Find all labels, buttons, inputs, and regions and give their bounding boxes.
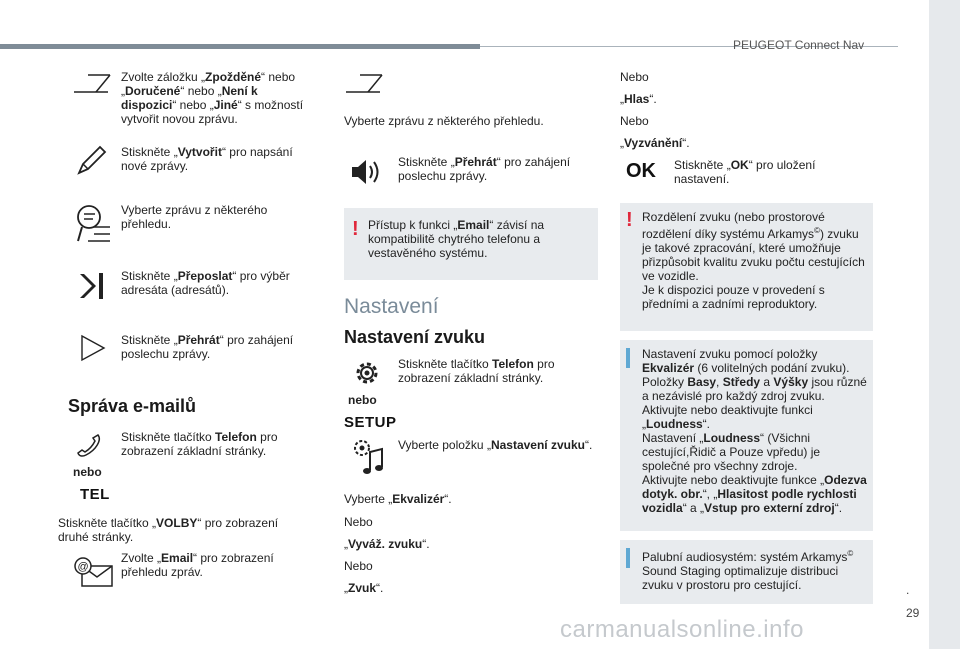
play-icon bbox=[80, 334, 106, 362]
col3-info2-text: Palubní audiosystém: systém Arkamys© Sound Staging optimalizuje distribuci zvuku v prostoru pro cestující. bbox=[642, 549, 854, 592]
col2-line-4: Nebo bbox=[344, 559, 373, 573]
nebo-label: nebo bbox=[348, 393, 377, 407]
page-side-band bbox=[929, 0, 960, 649]
col2-warn-text: Přístup k funkci „Email“ závisí na kompatibilitě chytrého telefonu a vestavěného systému. bbox=[368, 218, 545, 260]
forward-icon bbox=[76, 270, 106, 302]
sound-staging-info bbox=[620, 540, 873, 604]
col3-line-2: „Hlas“. bbox=[620, 92, 657, 106]
col2-item2-text: Stiskněte „Přehrát“ pro zahájení poslechu zprávy. bbox=[398, 155, 571, 183]
col2-item4-text: Vyberte položku „Nastavení zvuku“. bbox=[398, 438, 593, 452]
warning-icon: ! bbox=[352, 218, 359, 240]
col1-item3-text: Vyberte zprávu z některého přehledu. bbox=[121, 203, 268, 231]
arkamys-note bbox=[620, 203, 873, 331]
info-icon bbox=[626, 548, 630, 568]
col1-item7-text: Zvolte „Email“ pro zobrazení přehledu zpráv. bbox=[121, 551, 274, 579]
pencil-icon bbox=[74, 144, 108, 178]
col2-line-5: „Zvuk“. bbox=[344, 581, 384, 595]
svg-text:@: @ bbox=[77, 561, 89, 573]
col3-info1-text: Nastavení zvuku pomocí položky Ekvalizér (6 volitelných podání zvuku). Položky Basy, Středy a Výšky jsou různé a nezávislé pro každý zdroj zvuku. Aktivujte nebo deaktivujte funkci „Loudness“. Nastavení „Loudness“ (Všichni cestující,Řidič a Pouze vpředu) je společné pro všechny zdroje. Aktivujte nebo deaktivujte funkce „Odezva dotyk. obr.“, „Hlasitost podle rychlosti vozidla“ a „Vstup pro externí zdroj“. bbox=[642, 347, 867, 515]
gear-icon bbox=[352, 358, 382, 388]
col1-item6-text: Stiskněte tlačítko Telefon pro zobrazení základní stránky. bbox=[121, 430, 278, 458]
person-list-icon bbox=[74, 203, 112, 245]
col3-line-4: „Vyzvánění“. bbox=[620, 136, 690, 150]
section-heading-email: Správa e-mailů bbox=[68, 396, 197, 416]
col1-item4-text: Stiskněte „Přeposlat“ pro výběr adresáta (adresátů). bbox=[121, 269, 290, 297]
email-icon bbox=[72, 556, 114, 588]
pencil-line-icon bbox=[344, 72, 384, 94]
col2-line-3: „Vyváž. zvuku“. bbox=[344, 537, 430, 551]
col3-line-1: Nebo bbox=[620, 70, 649, 84]
gear-music-icon bbox=[352, 438, 386, 480]
info-icon bbox=[626, 348, 630, 368]
continuation-dot: . bbox=[906, 583, 910, 597]
section-heading-sound: Nastavení zvuku bbox=[344, 327, 486, 347]
email-compat-note bbox=[344, 208, 598, 280]
warning-icon: ! bbox=[626, 209, 633, 231]
equalizer-info bbox=[620, 340, 873, 531]
col3-warn-text: Rozdělení zvuku (nebo prostorové rozdělení díky systému Arkamys©) zvuku je takové zpracování, které umožňuje přizpůsobit kvalitu zvuku počtu cestujících ve vozidle. Je k dispozici pouze v provedení s předními a zadními reproduktory. bbox=[642, 210, 865, 311]
setup-button-label: SETUP bbox=[344, 414, 397, 431]
speaker-icon bbox=[350, 156, 384, 188]
nebo-label: nebo bbox=[73, 465, 102, 479]
col3-ok-text: Stiskněte „OK“ pro uložení nastavení. bbox=[674, 158, 816, 186]
col3-line-3: Nebo bbox=[620, 114, 649, 128]
col2-item1-text: Vyberte zprávu z některého přehledu. bbox=[344, 114, 544, 128]
col1-item2-text: Stiskněte „Vytvořit“ pro napsání nové zprávy. bbox=[121, 145, 293, 173]
tel-button-label: TEL bbox=[80, 486, 110, 503]
col1-item1-text: Zvolte záložku „Zpožděné“ nebo „Doručené“ nebo „Není k dispozici“ nebo „Jiné“ s možností vytvořit novou zprávu. bbox=[121, 70, 304, 126]
top-rule bbox=[0, 44, 480, 49]
col1-para1: Stiskněte tlačítko „VOLBY“ pro zobrazení druhé stránky. bbox=[58, 516, 279, 544]
page-number: 29 bbox=[906, 606, 920, 620]
col1-item5-text: Stiskněte „Přehrát“ pro zahájení poslechu zprávy. bbox=[121, 333, 294, 361]
col2-line-1: Vyberte „Ekvalizér“. bbox=[344, 492, 452, 506]
section-title-settings: Nastavení bbox=[344, 295, 439, 318]
ok-button-label: OK bbox=[626, 160, 656, 182]
col2-item3-text: Stiskněte tlačítko Telefon pro zobrazení základní stránky. bbox=[398, 357, 555, 385]
watermark: carmanualsonline.info bbox=[560, 616, 804, 643]
col2-line-2: Nebo bbox=[344, 515, 373, 529]
phone-icon bbox=[76, 432, 102, 458]
running-header: PEUGEOT Connect Nav bbox=[733, 38, 865, 52]
pencil-line-icon bbox=[72, 72, 112, 94]
